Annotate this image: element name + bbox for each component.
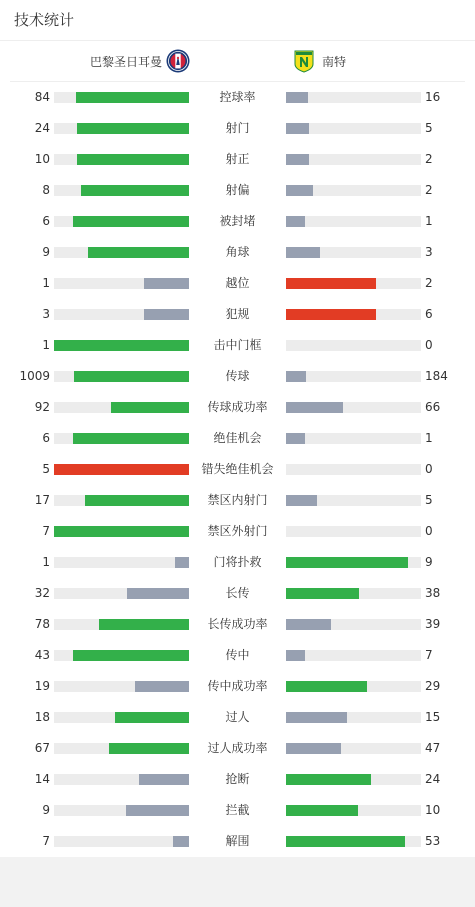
away-bar-track (286, 681, 421, 692)
home-bar (144, 278, 189, 289)
stat-label: 越位 (225, 276, 250, 290)
away-bar-track (286, 309, 421, 320)
away-bar (286, 619, 331, 630)
stat-row (0, 640, 475, 671)
home-bar-track (54, 774, 189, 785)
stats-list (0, 82, 475, 857)
away-bar-track (286, 247, 421, 258)
home-value: 9 (42, 245, 50, 259)
home-bar (81, 185, 189, 196)
away-bar (286, 154, 309, 165)
page-title: 技术统计 (0, 0, 475, 41)
away-team[interactable] (292, 48, 346, 74)
away-value: 2 (425, 276, 433, 290)
home-value: 10 (34, 152, 50, 166)
home-bar (85, 495, 189, 506)
home-bar (73, 650, 189, 661)
away-value: 6 (425, 307, 433, 321)
away-bar (286, 123, 309, 134)
away-bar (286, 557, 408, 568)
away-bar-track (286, 371, 421, 382)
away-value: 38 (425, 586, 441, 600)
stat-label: 抢断 (225, 772, 250, 786)
home-value: 19 (34, 679, 50, 693)
home-bar-track (54, 836, 189, 847)
away-team-name: 南特 (322, 54, 347, 69)
stat-label: 击中门框 (213, 338, 262, 352)
home-bar-track (54, 464, 189, 475)
home-bar-track (54, 650, 189, 661)
away-value: 29 (425, 679, 441, 693)
away-bar-track (286, 526, 421, 537)
home-value: 6 (42, 431, 50, 445)
home-bar-track (54, 619, 189, 630)
away-value: 66 (425, 400, 441, 414)
away-bar-track (286, 340, 421, 351)
away-bar-track (286, 92, 421, 103)
away-bar (286, 185, 313, 196)
stat-label: 错失绝佳机会 (201, 462, 274, 476)
home-bar (74, 371, 189, 382)
away-bar (286, 712, 347, 723)
away-bar (286, 278, 376, 289)
home-value: 1 (42, 276, 50, 290)
away-bar (286, 247, 320, 258)
home-bar (54, 340, 189, 351)
stat-label: 角球 (225, 245, 250, 259)
home-bar-track (54, 371, 189, 382)
stat-row (0, 113, 475, 144)
stat-label: 射偏 (225, 183, 250, 197)
stat-row (0, 237, 475, 268)
home-bar (144, 309, 189, 320)
stat-label: 绝佳机会 (213, 431, 262, 445)
home-team-name: 巴黎圣日耳曼 (89, 54, 162, 69)
away-bar-track (286, 433, 421, 444)
home-value: 3 (42, 307, 50, 321)
home-bar (73, 433, 189, 444)
away-bar-track (286, 464, 421, 475)
away-bar-track (286, 774, 421, 785)
home-bar (139, 774, 189, 785)
away-bar-track (286, 154, 421, 165)
stat-label: 禁区内射门 (207, 493, 268, 507)
stat-row (0, 485, 475, 516)
stat-label: 长传成功率 (207, 617, 268, 631)
stat-row (0, 361, 475, 392)
home-value: 5 (42, 462, 50, 476)
stat-row (0, 423, 475, 454)
home-bar (54, 526, 189, 537)
psg-crest-icon (166, 49, 190, 73)
home-value: 24 (34, 121, 50, 135)
home-bar-track (54, 681, 189, 692)
stat-label: 犯规 (225, 307, 250, 321)
home-bar-track (54, 247, 189, 258)
home-bar (127, 588, 189, 599)
home-bar (99, 619, 189, 630)
away-value: 2 (425, 183, 433, 197)
away-bar (286, 774, 371, 785)
stat-label: 传球成功率 (207, 400, 268, 414)
stat-row (0, 671, 475, 702)
home-value: 7 (42, 524, 50, 538)
stat-label: 传中成功率 (207, 679, 268, 693)
away-bar-track (286, 836, 421, 847)
home-value: 9 (42, 803, 50, 817)
away-bar (286, 805, 358, 816)
stat-row (0, 299, 475, 330)
home-bar (126, 805, 189, 816)
home-bar-track (54, 123, 189, 134)
away-value: 47 (425, 741, 441, 755)
away-value: 24 (425, 772, 441, 786)
stat-row (0, 330, 475, 361)
home-value: 32 (34, 586, 50, 600)
away-value: 0 (425, 338, 433, 352)
home-bar (109, 743, 189, 754)
away-value: 5 (425, 493, 433, 507)
home-value: 7 (42, 834, 50, 848)
home-bar (77, 154, 189, 165)
home-value: 1 (42, 338, 50, 352)
away-value: 53 (425, 834, 441, 848)
stat-label: 禁区外射门 (207, 524, 268, 538)
home-bar (135, 681, 189, 692)
stat-label: 传球 (225, 369, 250, 383)
away-bar (286, 836, 405, 847)
away-value: 0 (425, 524, 433, 538)
away-bar-track (286, 712, 421, 723)
away-bar (286, 650, 305, 661)
away-bar (286, 743, 341, 754)
stat-row (0, 764, 475, 795)
home-value: 14 (34, 772, 50, 786)
home-bar-track (54, 588, 189, 599)
home-bar-track (54, 185, 189, 196)
away-bar-track (286, 743, 421, 754)
home-team[interactable] (90, 48, 190, 74)
home-bar-track (54, 340, 189, 351)
away-value: 1 (425, 214, 433, 228)
away-bar (286, 495, 317, 506)
home-value: 1 (42, 555, 50, 569)
stat-label: 射门 (225, 121, 250, 135)
stat-label: 门将扑救 (213, 555, 262, 569)
away-value: 3 (425, 245, 433, 259)
home-bar (115, 712, 189, 723)
away-bar-track (286, 123, 421, 134)
stat-label: 拦截 (225, 803, 250, 817)
away-bar-track (286, 185, 421, 196)
away-bar-track (286, 495, 421, 506)
home-bar (76, 92, 189, 103)
stat-label: 控球率 (219, 90, 256, 104)
away-bar-track (286, 402, 421, 413)
away-value: 2 (425, 152, 433, 166)
home-bar (175, 557, 189, 568)
stat-label: 长传 (225, 586, 250, 600)
home-value: 84 (34, 90, 50, 104)
home-value: 92 (34, 400, 50, 414)
away-value: 7 (425, 648, 433, 662)
stat-row (0, 82, 475, 113)
stat-label: 射正 (225, 152, 250, 166)
away-bar (286, 309, 376, 320)
away-value: 184 (425, 369, 448, 383)
away-bar (286, 216, 305, 227)
away-bar (286, 92, 308, 103)
home-bar (88, 247, 189, 258)
stat-row (0, 516, 475, 547)
home-bar-track (54, 154, 189, 165)
stat-label: 过人成功率 (207, 741, 268, 755)
away-bar (286, 402, 343, 413)
stat-row (0, 733, 475, 764)
away-value: 1 (425, 431, 433, 445)
away-value: 15 (425, 710, 441, 724)
away-bar-track (286, 650, 421, 661)
away-value: 5 (425, 121, 433, 135)
stat-label: 解围 (225, 834, 250, 848)
stat-row (0, 702, 475, 733)
home-value: 78 (34, 617, 50, 631)
home-value: 67 (34, 741, 50, 755)
stat-row (0, 206, 475, 237)
away-bar-track (286, 216, 421, 227)
home-bar-track (54, 495, 189, 506)
stat-row (0, 578, 475, 609)
home-bar-track (54, 402, 189, 413)
home-bar-track (54, 433, 189, 444)
home-bar-track (54, 743, 189, 754)
stat-row (0, 547, 475, 578)
home-bar-track (54, 526, 189, 537)
home-value: 1009 (19, 369, 50, 383)
team-header (10, 41, 465, 82)
away-bar-track (286, 557, 421, 568)
away-value: 16 (425, 90, 441, 104)
away-bar (286, 433, 305, 444)
stat-row (0, 392, 475, 423)
home-bar (173, 836, 189, 847)
stat-row (0, 795, 475, 826)
away-bar-track (286, 588, 421, 599)
home-bar-track (54, 557, 189, 568)
home-bar-track (54, 92, 189, 103)
away-bar-track (286, 278, 421, 289)
away-value: 9 (425, 555, 433, 569)
home-value: 8 (42, 183, 50, 197)
home-bar-track (54, 712, 189, 723)
home-bar-track (54, 278, 189, 289)
stat-row (0, 175, 475, 206)
home-bar (111, 402, 189, 413)
stat-row (0, 826, 475, 857)
home-bar (73, 216, 189, 227)
home-bar-track (54, 216, 189, 227)
away-value: 0 (425, 462, 433, 476)
home-bar-track (54, 309, 189, 320)
stat-row (0, 609, 475, 640)
home-bar (54, 464, 189, 475)
away-value: 39 (425, 617, 441, 631)
away-bar (286, 681, 367, 692)
away-bar (286, 371, 306, 382)
home-value: 6 (42, 214, 50, 228)
stat-label: 被封堵 (219, 214, 256, 228)
stat-label: 传中 (225, 648, 250, 662)
home-value: 18 (34, 710, 50, 724)
home-bar-track (54, 805, 189, 816)
stat-label: 过人 (225, 710, 250, 724)
stat-row (0, 268, 475, 299)
home-bar (77, 123, 189, 134)
stat-row (0, 454, 475, 485)
home-value: 17 (34, 493, 50, 507)
away-value: 10 (425, 803, 441, 817)
nantes-crest-icon (292, 49, 316, 73)
stat-row (0, 144, 475, 175)
home-value: 43 (34, 648, 50, 662)
away-bar-track (286, 619, 421, 630)
away-bar (286, 588, 359, 599)
away-bar-track (286, 805, 421, 816)
